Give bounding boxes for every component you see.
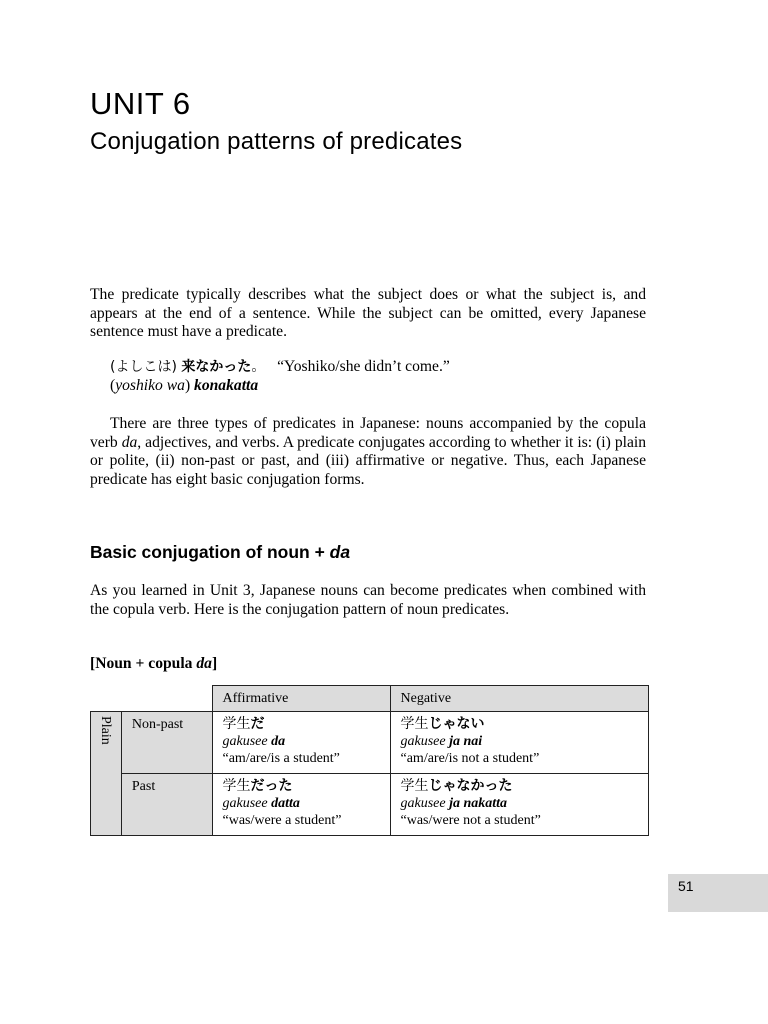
example-jp-paren: (よしこは) xyxy=(110,359,182,375)
table-header-row xyxy=(91,686,649,712)
cell-romaji: gakusee xyxy=(222,796,272,811)
section-heading-italic: da xyxy=(329,542,351,562)
cell-kana: だ xyxy=(250,716,265,732)
types-paragraph xyxy=(90,415,646,489)
cell-non-past-negative xyxy=(390,712,648,774)
cell-kanji: 学生 xyxy=(222,716,251,732)
section-paragraph: As you learned in Unit 3, Japanese nouns can become predicates when combined with the copula verb. Here is the conjugation pattern of noun predicates. xyxy=(90,582,646,618)
cell-non-past-affirmative xyxy=(212,712,390,774)
cell-gloss: “am/are/is a student” xyxy=(222,751,340,766)
page-number-tab xyxy=(668,874,768,912)
cell-past-negative xyxy=(390,774,648,836)
example-romaji-verb: konakatta xyxy=(194,377,259,394)
section-heading-text: Basic conjugation of noun + xyxy=(90,542,330,562)
row-label-past: Past xyxy=(121,774,212,836)
cell-kana: じゃなかった xyxy=(428,778,513,794)
example-jp-end: 。 xyxy=(251,359,266,375)
cell-romaji-bold: ja nai xyxy=(449,734,483,749)
example-translation: “Yoshiko/she didn’t come.” xyxy=(277,358,450,375)
cell-past-affirmative xyxy=(212,774,390,836)
example-japanese xyxy=(110,358,450,377)
table-row xyxy=(91,712,649,774)
unit-title: UNIT 6 xyxy=(90,86,191,121)
example-romaji xyxy=(110,377,258,396)
row-label-non-past: Non-past xyxy=(121,712,212,774)
types-paragraph-part2: , adjectives, and verbs. A predicate conjugates according to whether it is: (i) plain or polite, (ii) non-past or past, and (iii) affirmative or negative. Thus, each Japanese predicate has eight basic conjugation forms. xyxy=(90,433,646,488)
table-caption-end: ] xyxy=(211,655,218,672)
cell-gloss: “was/were a student” xyxy=(222,813,342,828)
cell-kanji: 学生 xyxy=(400,778,429,794)
cell-romaji: gakusee xyxy=(222,734,272,749)
cell-romaji-bold: ja nakatta xyxy=(449,796,508,811)
table-caption-italic: da xyxy=(196,655,212,672)
table-row xyxy=(91,774,649,836)
cell-kana: だった xyxy=(250,778,293,794)
table-caption xyxy=(90,655,217,673)
types-paragraph-part1: There are three types of predicates in Japanese: nouns accompanied by the copula verb xyxy=(90,415,646,451)
table-corner xyxy=(91,686,213,712)
cell-kanji: 学生 xyxy=(222,778,251,794)
cell-romaji: gakusee xyxy=(400,796,450,811)
cell-romaji-bold: datta xyxy=(271,796,300,811)
example-jp-verb: 来なかった xyxy=(181,359,252,375)
conjugation-table xyxy=(90,685,649,836)
example-romaji-close: ) xyxy=(184,377,195,394)
table-caption-text: [Noun + copula xyxy=(90,655,197,672)
cell-gloss: “was/were not a student” xyxy=(400,813,541,828)
row-group-plain-label: Plain xyxy=(98,716,113,745)
cell-kanji: 学生 xyxy=(400,716,429,732)
cell-gloss: “am/are/is not a student” xyxy=(400,751,540,766)
cell-romaji-bold: da xyxy=(271,734,286,749)
page-number: 51 xyxy=(678,878,694,894)
section-heading xyxy=(90,542,350,563)
row-group-plain xyxy=(91,712,122,836)
chapter-title: Conjugation patterns of predicates xyxy=(90,128,463,155)
cell-kana: じゃない xyxy=(428,716,485,732)
intro-paragraph: The predicate typically describes what the subject does or what the subject is, and appears at the end of a sentence. While the subject can be omitted, every Japanese sentence must have a predicate. xyxy=(90,286,646,341)
example-romaji-subject: yoshiko wa xyxy=(115,377,185,394)
col-header-affirmative: Affirmative xyxy=(212,686,390,712)
cell-romaji: gakusee xyxy=(400,734,450,749)
col-header-negative: Negative xyxy=(390,686,648,712)
example-romaji-open: ( xyxy=(110,377,116,394)
types-paragraph-da: da xyxy=(121,433,138,451)
